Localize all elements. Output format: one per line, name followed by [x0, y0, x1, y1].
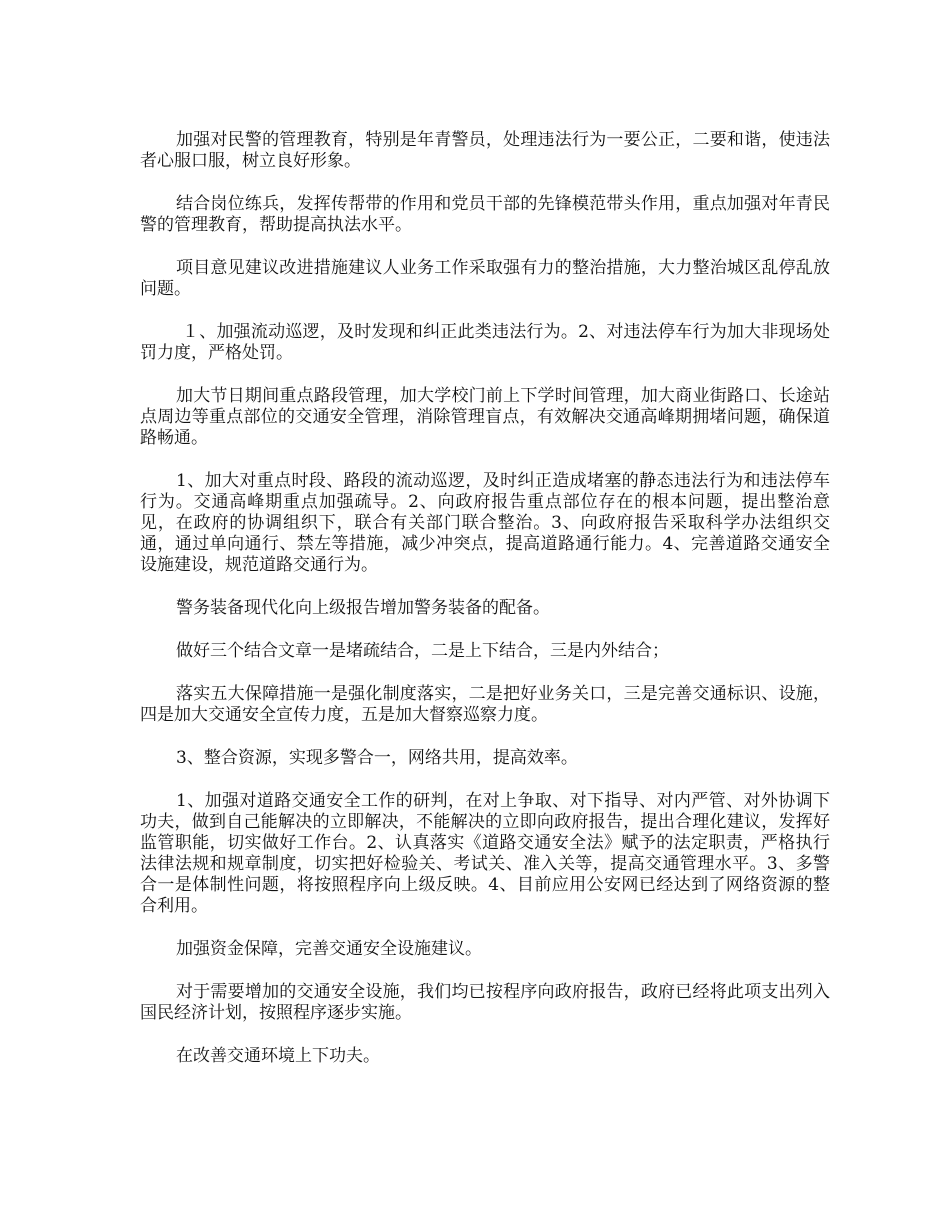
paragraph: 1、加强对道路交通安全工作的研判，在对上争取、对下指导、对内严管、对外协调下功夫，做到自己能解决的立即解决，不能解决的立即向政府报告，提出合理化建议，发挥好监管职能，切实做好工作台。2、认真落实《道路交通安全法》赋予的法定职责，严格执行法律法规和规章制度，切实把好检验关、考试关、准入关等，提高交通管理水平。3、多警合一是体制性问题，将按照程序向上级反映。4、目前应用公安网已经达到了网络资源的整合利用。	[140, 791, 830, 916]
paragraph: 结合岗位练兵，发挥传帮带的作用和党员干部的先锋模范带头作用，重点加强对年青民警的管理教育，帮助提高执法水平。	[140, 194, 830, 235]
paragraph: 警务装备现代化向上级报告增加警务装备的配备。	[176, 598, 550, 618]
paragraph: 1、加大对重点时段、路段的流动巡逻，及时纠正造成堵塞的静态违法行为和违法停车行为。交通高峰期重点加强疏导。2、向政府报告重点部位存在的根本问题，提出整治意见，在政府的协调组织下，联合有关部门联合整治。3、向政府报告采取科学办法组织交通，通过单向通行、禁左等措施，减少冲突点，提高道路通行能力。4、完善道路交通安全设施建设，规范道路交通行为。	[140, 471, 830, 575]
paragraph: 对于需要增加的交通安全设施，我们均已按程序向政府报告，政府已经将此项支出列入国民经济计划，按照程序逐步实施。	[140, 982, 830, 1023]
paragraph: 在改善交通环境上下功夫。	[176, 1046, 380, 1066]
document-body	[140, 130, 830, 1089]
paragraph: 3、整合资源，实现多警合一，网络共用，提高效率。	[176, 748, 578, 768]
paragraph: 加大节日期间重点路段管理，加大学校门前上下学时间管理，加大商业街路口、长途站点周边等重点部位的交通安全管理，消除管理盲点，有效解决交通高峰期拥堵问题，确保道路畅通。	[140, 386, 830, 448]
paragraph: 做好三个结合文章一是堵疏结合，二是上下结合，三是内外结合；	[176, 641, 669, 661]
paragraph: 项目意见建议改进措施建议人业务工作采取强有力的整治措施，大力整治城区乱停乱放问题。	[140, 258, 830, 299]
paragraph: 加强资金保障，完善交通安全设施建议。	[176, 939, 482, 959]
paragraph: 落实五大保障措施一是强化制度落实，二是把好业务关口，三是完善交通标识、设施，四是加大交通安全宣传力度，五是加大督察巡察力度。	[140, 684, 830, 725]
paragraph: 加强对民警的管理教育，特别是年青警员，处理违法行为一要公正，二要和谐，使违法者心服口服，树立良好形象。	[140, 130, 830, 171]
paragraph: １、加强流动巡逻，及时发现和纠正此类违法行为。2、对违法停车行为加大非现场处罚力度，严格处罚。	[140, 322, 830, 363]
